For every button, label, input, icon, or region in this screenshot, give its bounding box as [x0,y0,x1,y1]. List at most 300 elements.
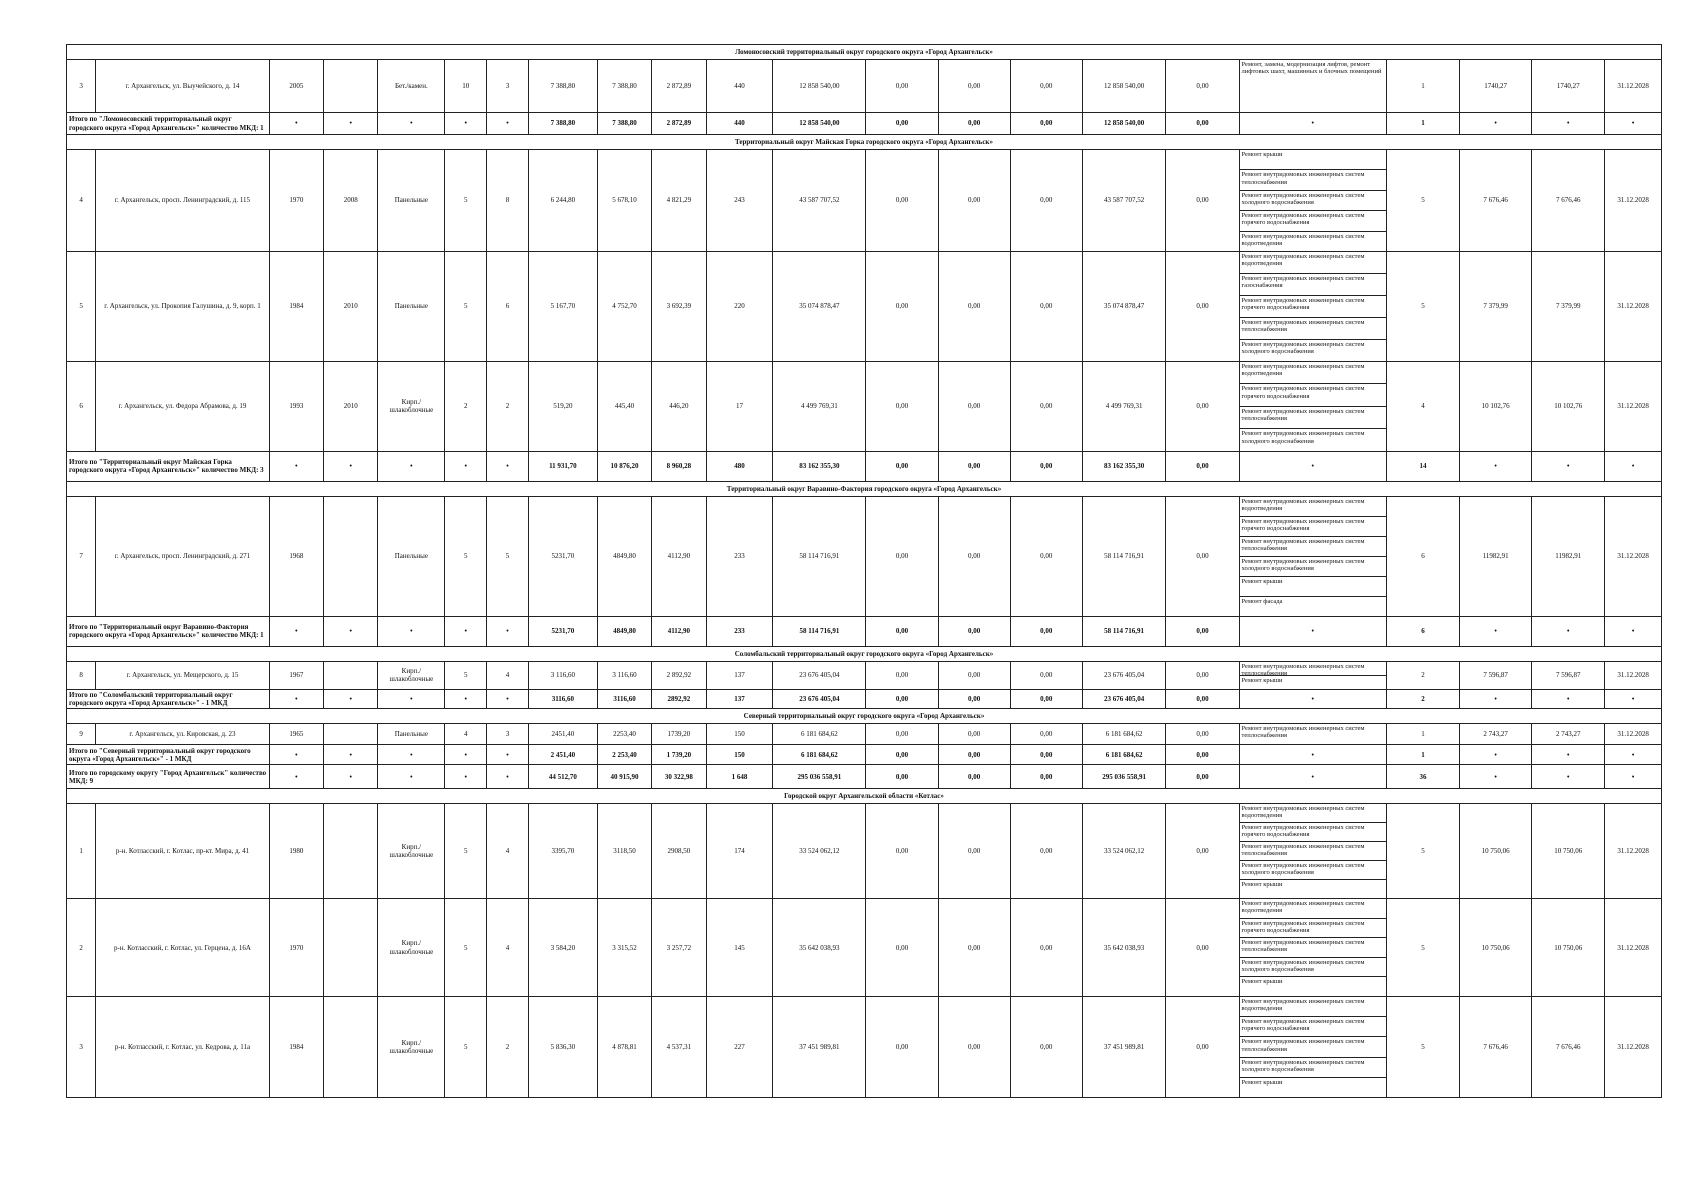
dot-cell: • [1532,616,1605,646]
work-types-cell [1239,804,1386,899]
value-f4-cell: 12 858 540,00 [1082,60,1166,113]
value-f5-cell: 0,00 [1166,496,1239,616]
value-f3-cell: 0,00 [1010,724,1082,745]
total-label: Итого по "Соломбальский территориальный округ городского округа «Город Архангельск»" - 1 МКД [67,689,270,708]
value-f1-cell: 0,00 [866,150,938,252]
floors-cell: 5 [445,899,487,997]
value-f2-cell: 0,00 [938,251,1010,361]
year-built-cell: 1984 [269,997,323,1098]
unit-cost-limit-cell: 7 676,46 [1532,997,1605,1098]
entrances-cell: 6 [487,251,529,361]
total-row [67,689,1662,708]
work-item: Ремонт внутридомовых инженерных систем горячего водоснабжения [1240,823,1386,842]
work-item: Ремонт внутридомовых инженерных систем водоотведения [1240,899,1386,919]
value-f4-cell: 58 114 716,91 [1082,496,1166,616]
unit-cost-limit-cell: 2 743,27 [1532,724,1605,745]
total-a1-cell: 44 512,70 [528,765,597,789]
value-f3-cell: 0,00 [1010,361,1082,451]
work-count-cell: 5 [1386,251,1459,361]
dot-cell: • [1532,689,1605,708]
work-item: Ремонт внутридомовых инженерных систем холодного водоснабжения [1241,340,1365,356]
value-f1-cell: 0,00 [866,60,938,113]
value-a3-cell: 2 892,92 [652,661,706,689]
work-item: Ремонт внутридомовых инженерных систем холодного водоснабжения [1240,861,1386,880]
total-row [67,765,1662,789]
unit-cost-limit-cell: 7 676,46 [1532,150,1605,252]
value-f1-cell: 0,00 [866,804,938,899]
total-a1-cell: 3116,60 [528,689,597,708]
total-f5-cell: 0,00 [1166,113,1239,135]
year-last-repair-cell: 2008 [324,150,378,252]
group-header-row [67,45,1662,60]
value-a2-cell: 3118,50 [597,804,651,899]
value-cost-cell: 58 114 716,91 [773,496,866,616]
address-cell: г. Архангельск, ул. Прокопия Галушина, д. 9, корп. 1 [96,251,269,361]
total-a1-cell: 5231,70 [528,616,597,646]
total-row [67,113,1662,135]
dot-cell: • [324,745,378,765]
total-f4-cell: 83 162 355,30 [1082,451,1166,481]
dot-cell: • [487,113,529,135]
value-f4-cell: 33 524 062,12 [1082,804,1166,899]
floors-cell: 4 [445,724,487,745]
address-cell: г. Архангельск, ул. Федора Абрамова, д. 19 [96,361,269,451]
value-a1-cell: 5231,70 [528,496,597,616]
total-cost-cell: 12 858 540,00 [773,113,866,135]
unit-cost-cell: 7 379,99 [1460,251,1532,361]
value-a3-cell: 4 537,31 [652,997,706,1098]
work-types-cell [1239,724,1386,745]
total-row [67,745,1662,765]
value-cost-cell: 37 451 989,81 [773,997,866,1098]
capital-repair-table [66,44,1662,1098]
floors-cell: 5 [445,150,487,252]
address-cell: р-н. Котласский, г. Котлас, ул. Герцена, д. 16А [96,899,269,997]
dot-cell: • [378,765,445,789]
total-f1-cell: 0,00 [866,765,938,789]
dot-cell: • [1532,745,1605,765]
work-item: Ремонт крыши [1240,150,1386,170]
value-a1-cell: 5 836,30 [528,997,597,1098]
total-cost-cell: 83 162 355,30 [773,451,866,481]
group-title: Городской округ Архангельской области «Котлас» [67,789,1662,804]
total-f5-cell: 0,00 [1166,765,1239,789]
value-f3-cell: 0,00 [1010,496,1082,616]
group-title: Территориальный округ Варавино-Фактория городского округа «Город Архангельск» [67,481,1662,496]
work-count-cell: 5 [1386,997,1459,1098]
value-cost-cell: 35 642 038,93 [773,899,866,997]
value-f3-cell: 0,00 [1010,661,1082,689]
value-f5-cell: 0,00 [1166,899,1239,997]
dot-cell: • [1605,765,1662,789]
work-count-cell: 5 [1386,899,1459,997]
year-built-cell: 1967 [269,661,323,689]
table-row [67,150,1662,252]
work-types-cell [1239,361,1386,451]
dot-cell: • [324,451,378,481]
group-title: Северный территориальный округ городского округа «Город Архангельск» [67,709,1662,724]
work-item: Ремонт внутридомовых инженерных систем теплоснабжения [1240,1037,1386,1057]
value-f5-cell: 0,00 [1166,661,1239,689]
total-f2-cell: 0,00 [938,745,1010,765]
value-f5-cell: 0,00 [1166,150,1239,252]
dot-cell: • [378,616,445,646]
row-number: 5 [67,251,96,361]
dot-cell: • [378,745,445,765]
dot-cell: • [1239,765,1386,789]
total-a2-cell: 7 388,80 [597,113,651,135]
value-f2-cell: 0,00 [938,997,1010,1098]
value-f5-cell: 0,00 [1166,724,1239,745]
total-cost-cell: 295 036 558,91 [773,765,866,789]
value-f3-cell: 0,00 [1010,150,1082,252]
unit-cost-cell: 7 676,46 [1460,997,1532,1098]
unit-cost-cell: 10 750,06 [1460,804,1532,899]
dot-cell: • [324,616,378,646]
total-label: Итого по "Северный территориальный округ городского округа «Город Архангельск»" - 1 МКД [67,745,270,765]
work-item: Ремонт внутридомовых инженерных систем холодного водоснабжения [1240,557,1386,577]
unit-cost-limit-cell: 11982,91 [1532,496,1605,616]
total-a2-cell: 2 253,40 [597,745,651,765]
work-item: Ремонт внутридомовых инженерных систем теплоснабжения [1241,725,1365,740]
row-number: 4 [67,150,96,252]
work-item: Ремонт внутридомовых инженерных систем водоотведения [1240,362,1386,385]
value-f3-cell: 0,00 [1010,899,1082,997]
dot-cell: • [269,451,323,481]
year-built-cell: 1980 [269,804,323,899]
work-count-cell: 1 [1386,724,1459,745]
work-item: Ремонт крыши [1241,1078,1283,1086]
dot-cell: • [487,616,529,646]
dot-cell: • [487,451,529,481]
floors-cell: 5 [445,661,487,689]
dot-cell: • [1532,765,1605,789]
wall-material-cell: Панельные [378,150,445,252]
total-label: Итого по "Ломоносовский территориальный округ городского округа «Город Архангельск»" количество МКД: 1 [67,113,270,135]
work-item: Ремонт внутридомовых инженерных систем холодного водоснабжения [1240,191,1386,211]
deadline-cell: 31.12.2028 [1605,997,1662,1098]
work-item: Ремонт крыши [1241,881,1283,889]
dot-cell: • [1460,765,1532,789]
total-count-cell: 1 [1386,113,1459,135]
table-row [67,496,1662,616]
address-cell: г. Архангельск, ул. Мещерского, д. 15 [96,661,269,689]
dot-cell: • [378,113,445,135]
total-res-cell: 440 [706,113,773,135]
address-cell: р-н. Котласский, г. Котлас, пр-кт. Мира, д. 41 [96,804,269,899]
work-types-cell [1239,150,1386,252]
work-item: Ремонт, замена, модернизация лифтов, ремонт лифтовых шахт, машинных и блочных помещений [1241,61,1382,76]
table-row [67,251,1662,361]
total-a3-cell: 4112,90 [652,616,706,646]
dot-cell: • [445,689,487,708]
value-cost-cell: 35 074 878,47 [773,251,866,361]
work-types-cell [1239,997,1386,1098]
total-a2-cell: 40 915,90 [597,765,651,789]
total-res-cell: 1 648 [706,765,773,789]
total-a3-cell: 2892,92 [652,689,706,708]
address-cell: р-н. Котласский, г. Котлас, ул. Кедрова, д. 11а [96,997,269,1098]
value-a1-cell: 3 116,60 [528,661,597,689]
address-cell: г. Архангельск, ул. Кировская, д. 23 [96,724,269,745]
dot-cell: • [1239,616,1386,646]
work-item: Ремонт внутридомовых инженерных систем теплоснабжения [1240,842,1386,861]
value-a2-cell: 445,40 [597,361,651,451]
work-item: Ремонт внутридомовых инженерных систем горячего водоснабжения [1240,296,1386,318]
value-f5-cell: 0,00 [1166,251,1239,361]
value-a3-cell: 3 257,72 [652,899,706,997]
value-a1-cell: 3 584,20 [528,899,597,997]
floors-cell: 5 [445,804,487,899]
value-res-cell: 220 [706,251,773,361]
table-row [67,997,1662,1098]
year-last-repair-cell [324,804,378,899]
value-cost-cell: 33 524 062,12 [773,804,866,899]
value-a3-cell: 446,20 [652,361,706,451]
row-number: 1 [67,804,96,899]
year-last-repair-cell: 2010 [324,251,378,361]
value-a2-cell: 3 116,60 [597,661,651,689]
address-cell: г. Архангельск, просп. Ленинградский, д. 271 [96,496,269,616]
dot-cell: • [445,451,487,481]
total-f4-cell: 12 858 540,00 [1082,113,1166,135]
deadline-cell: 31.12.2028 [1605,361,1662,451]
deadline-cell: 31.12.2028 [1605,724,1662,745]
value-res-cell: 17 [706,361,773,451]
unit-cost-cell: 7 596,87 [1460,661,1532,689]
work-item: Ремонт внутридомовых инженерных систем теплоснабжения [1240,537,1386,557]
total-f4-cell: 6 181 684,62 [1082,745,1166,765]
floors-cell: 5 [445,251,487,361]
work-item: Ремонт крыши [1241,978,1283,986]
entrances-cell: 4 [487,661,529,689]
value-a2-cell: 3 315,52 [597,899,651,997]
value-f1-cell: 0,00 [866,251,938,361]
deadline-cell: 31.12.2028 [1605,251,1662,361]
value-f4-cell: 35 074 878,47 [1082,251,1166,361]
year-built-cell: 1984 [269,251,323,361]
dot-cell: • [269,113,323,135]
total-count-cell: 1 [1386,745,1459,765]
dot-cell: • [1460,113,1532,135]
total-f1-cell: 0,00 [866,745,938,765]
total-a1-cell: 11 931,70 [528,451,597,481]
dot-cell: • [1605,451,1662,481]
work-types-cell [1239,661,1386,689]
row-number: 2 [67,899,96,997]
year-last-repair-cell [324,496,378,616]
table-row [67,60,1662,113]
work-item: Ремонт внутридомовых инженерных систем холодного водоснабжения [1241,430,1365,445]
unit-cost-limit-cell: 10 750,06 [1532,804,1605,899]
value-a2-cell: 7 388,80 [597,60,651,113]
total-label: Итого по "Территориальный округ Майская Горка городского округа «Город Архангельск»" количество МКД: 3 [67,451,270,481]
value-a2-cell: 4 878,81 [597,997,651,1098]
entrances-cell: 3 [487,60,529,113]
value-a2-cell: 4 752,70 [597,251,651,361]
value-res-cell: 137 [706,661,773,689]
value-f5-cell: 0,00 [1166,804,1239,899]
dot-cell: • [487,765,529,789]
value-res-cell: 440 [706,60,773,113]
unit-cost-cell: 2 743,27 [1460,724,1532,745]
dot-cell: • [1605,113,1662,135]
value-res-cell: 174 [706,804,773,899]
work-item: Ремонт внутридомовых инженерных систем теплоснабжения [1240,170,1386,190]
work-types-cell [1239,60,1386,113]
row-number: 7 [67,496,96,616]
row-number: 3 [67,60,96,113]
dot-cell: • [1605,745,1662,765]
value-f1-cell: 0,00 [866,361,938,451]
work-item: Ремонт внутридомовых инженерных систем горячего водоснабжения [1240,1017,1386,1037]
total-f3-cell: 0,00 [1010,113,1082,135]
value-a3-cell: 1739,20 [652,724,706,745]
work-item: Ремонт внутридомовых инженерных систем водоотведения [1241,232,1365,247]
work-item: Ремонт внутридомовых инженерных систем теплоснабжения [1240,938,1386,958]
work-item: Ремонт внутридомовых инженерных систем теплоснабжения [1240,662,1386,676]
year-last-repair-cell [324,899,378,997]
total-a1-cell: 7 388,80 [528,113,597,135]
unit-cost-cell: 11982,91 [1460,496,1532,616]
dot-cell: • [269,689,323,708]
work-item: Ремонт внутридомовых инженерных систем водоотведения [1240,252,1386,274]
total-cost-cell: 6 181 684,62 [773,745,866,765]
year-built-cell: 2005 [269,60,323,113]
total-a2-cell: 10 876,20 [597,451,651,481]
value-f5-cell: 0,00 [1166,997,1239,1098]
year-built-cell: 1993 [269,361,323,451]
unit-cost-limit-cell: 10 750,06 [1532,899,1605,997]
work-item: Ремонт внутридомовых инженерных систем холодного водоснабжения [1240,958,1386,978]
year-last-repair-cell [324,724,378,745]
work-item: Ремонт внутридомовых инженерных систем горячего водоснабжения [1240,919,1386,939]
unit-cost-cell: 1740,27 [1460,60,1532,113]
work-item: Ремонт внутридомовых инженерных систем горячего водоснабжения [1240,384,1386,407]
address-cell: г. Архангельск, ул. Выучейского, д. 14 [96,60,269,113]
work-count-cell: 6 [1386,496,1459,616]
value-f2-cell: 0,00 [938,361,1010,451]
dot-cell: • [324,765,378,789]
entrances-cell: 2 [487,361,529,451]
value-f2-cell: 0,00 [938,724,1010,745]
value-f2-cell: 0,00 [938,60,1010,113]
work-types-cell [1239,496,1386,616]
value-cost-cell: 6 181 684,62 [773,724,866,745]
total-f1-cell: 0,00 [866,616,938,646]
value-f2-cell: 0,00 [938,150,1010,252]
wall-material-cell: Панельные [378,251,445,361]
group-header-row [67,646,1662,661]
total-f4-cell: 295 036 558,91 [1082,765,1166,789]
table-body [67,45,1662,1098]
total-a2-cell: 3116,60 [597,689,651,708]
total-f2-cell: 0,00 [938,689,1010,708]
work-item: Ремонт внутридомовых инженерных систем теплоснабжения [1240,407,1386,430]
total-a1-cell: 2 451,40 [528,745,597,765]
value-f1-cell: 0,00 [866,899,938,997]
deadline-cell: 31.12.2028 [1605,899,1662,997]
value-f5-cell: 0,00 [1166,361,1239,451]
total-f2-cell: 0,00 [938,765,1010,789]
work-item: Ремонт внутридомовых инженерных систем водоотведения [1240,997,1386,1017]
dot-cell: • [1532,113,1605,135]
year-last-repair-cell [324,997,378,1098]
wall-material-cell: Кирп./шлакоблочные [378,997,445,1098]
dot-cell: • [445,113,487,135]
value-f2-cell: 0,00 [938,804,1010,899]
value-a2-cell: 2253,40 [597,724,651,745]
table-row [67,361,1662,451]
row-number: 3 [67,997,96,1098]
total-f4-cell: 23 676 405,04 [1082,689,1166,708]
wall-material-cell: Кирп./шлакоблочные [378,899,445,997]
deadline-cell: 31.12.2028 [1605,60,1662,113]
unit-cost-limit-cell: 7 596,87 [1532,661,1605,689]
value-f5-cell: 0,00 [1166,60,1239,113]
year-built-cell: 1970 [269,899,323,997]
total-f2-cell: 0,00 [938,113,1010,135]
entrances-cell: 2 [487,997,529,1098]
total-f5-cell: 0,00 [1166,616,1239,646]
total-f3-cell: 0,00 [1010,745,1082,765]
work-types-cell [1239,251,1386,361]
dot-cell: • [269,745,323,765]
year-built-cell: 1968 [269,496,323,616]
value-f3-cell: 0,00 [1010,60,1082,113]
dot-cell: • [324,113,378,135]
dot-cell: • [1460,616,1532,646]
value-cost-cell: 43 587 707,52 [773,150,866,252]
total-f4-cell: 58 114 716,91 [1082,616,1166,646]
work-item: Ремонт внутридомовых инженерных систем водоотведения [1240,804,1386,823]
work-count-cell: 1 [1386,60,1459,113]
deadline-cell: 31.12.2028 [1605,496,1662,616]
year-last-repair-cell [324,60,378,113]
value-f1-cell: 0,00 [866,661,938,689]
work-item: Ремонт внутридомовых инженерных систем холодного водоснабжения [1240,1058,1386,1078]
dot-cell: • [378,689,445,708]
total-a3-cell: 1 739,20 [652,745,706,765]
total-label: Итого по "Территориальный округ Варавино-Фактория городского округа «Город Архангельск»" количество МКД: 1 [67,616,270,646]
value-cost-cell: 12 858 540,00 [773,60,866,113]
table-row [67,899,1662,997]
dot-cell: • [1460,745,1532,765]
group-header-row [67,709,1662,724]
value-a1-cell: 5 167,70 [528,251,597,361]
value-f4-cell: 6 181 684,62 [1082,724,1166,745]
total-f1-cell: 0,00 [866,689,938,708]
total-row [67,616,1662,646]
dot-cell: • [269,765,323,789]
total-a2-cell: 4849,80 [597,616,651,646]
total-row [67,451,1662,481]
dot-cell: • [378,451,445,481]
total-f5-cell: 0,00 [1166,689,1239,708]
work-item: Ремонт внутридомовых инженерных систем горячего водоснабжения [1240,211,1386,231]
value-f1-cell: 0,00 [866,496,938,616]
total-label: Итого по городскому округу "Город Архангельск" количество МКД: 9 [67,765,270,789]
work-item: Ремонт фасада [1241,597,1283,605]
value-a2-cell: 5 678,10 [597,150,651,252]
value-f3-cell: 0,00 [1010,804,1082,899]
unit-cost-limit-cell: 10 102,76 [1532,361,1605,451]
deadline-cell: 31.12.2028 [1605,150,1662,252]
total-a3-cell: 8 960,28 [652,451,706,481]
value-a2-cell: 4849,80 [597,496,651,616]
value-res-cell: 233 [706,496,773,616]
total-f3-cell: 0,00 [1010,451,1082,481]
